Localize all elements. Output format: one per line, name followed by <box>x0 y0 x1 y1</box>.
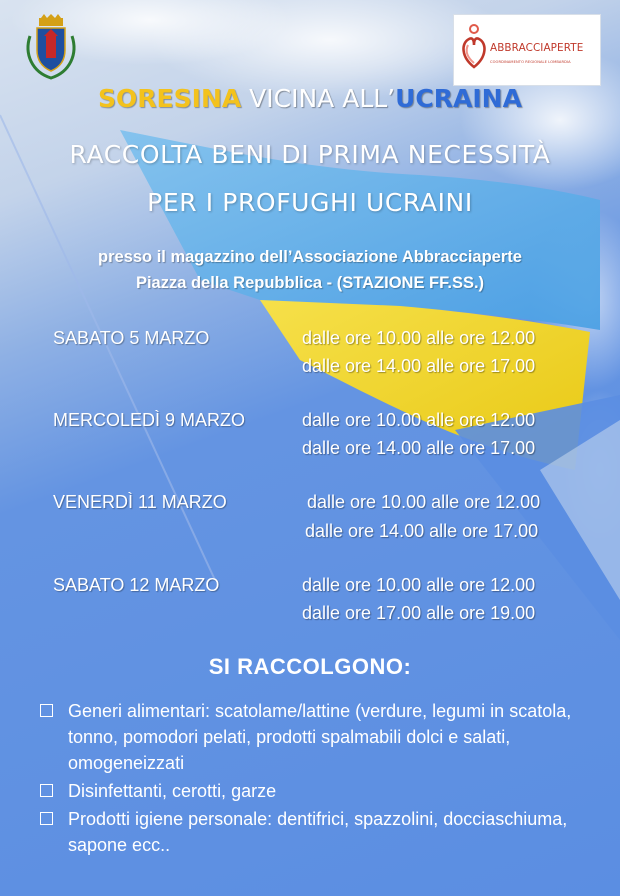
schedule-time: dalle ore 17.00 alle ore 19.00 <box>302 603 536 623</box>
checkbox-icon <box>40 784 53 797</box>
list-item <box>40 778 600 804</box>
checkbox-icon <box>40 704 53 717</box>
list-item-text: Disinfettanti, cerotti, garze <box>68 781 277 801</box>
heart-figure-icon <box>459 23 489 71</box>
schedule-time: dalle ore 14.00 alle ore 17.00 <box>305 521 539 541</box>
schedule-time: dalle ore 10.00 alle ore 12.00 <box>307 492 541 512</box>
title-word-vicina: VICINA ALL’ <box>241 84 396 113</box>
collect-title: SI RACCOLGONO: <box>208 654 412 679</box>
title-word-soresina: SORESINA <box>98 84 242 113</box>
abbracciaperte-logo <box>453 14 601 86</box>
location-line-1: presso il magazzino dell’Associazione Abbracciaperte <box>98 248 522 266</box>
schedule-day: MERCOLEDÌ 9 MARZO <box>53 410 246 430</box>
main-title <box>0 84 620 113</box>
schedule-time: dalle ore 10.00 alle ore 12.00 <box>302 410 536 430</box>
list-item-text: Generi alimentari: scatolame/lattine (verdure, legumi in scatola, tonno, pomodori pelati, prodotti spalmabili dolci e salati, omogeneizzati <box>68 701 572 773</box>
coat-of-arms-icon <box>22 14 80 80</box>
schedule-day: SABATO 5 MARZO <box>53 328 210 348</box>
list-item <box>40 806 600 858</box>
headline-line-2: PER I PROFUGHI UCRAINI <box>147 188 473 217</box>
list-item <box>40 698 600 776</box>
schedule-day: SABATO 12 MARZO <box>53 575 220 595</box>
schedule-day: VENERDÌ 11 MARZO <box>53 492 227 512</box>
title-word-ucraina: UCRAINA <box>395 84 522 113</box>
schedule-time: dalle ore 10.00 alle ore 12.00 <box>302 328 536 348</box>
schedule-time: dalle ore 14.00 alle ore 17.00 <box>302 438 536 458</box>
location-line-2: Piazza della Repubblica - (STAZIONE FF.SS.) <box>135 274 485 292</box>
headline-line-1: RACCOLTA BENI DI PRIMA NECESSITÀ <box>69 140 551 169</box>
logo-name: ABBRACCIAPERTE <box>490 42 584 54</box>
list-item-text: Prodotti igiene personale: dentifrici, spazzolini, docciaschiuma, sapone ecc.. <box>68 809 568 855</box>
collect-list <box>40 698 600 860</box>
schedule-time: dalle ore 10.00 alle ore 12.00 <box>302 575 536 595</box>
logo-tagline: COORDINAMENTO REGIONALE LOMBARDIA <box>490 60 571 64</box>
checkbox-icon <box>40 812 53 825</box>
schedule-time: dalle ore 14.00 alle ore 17.00 <box>302 356 536 376</box>
